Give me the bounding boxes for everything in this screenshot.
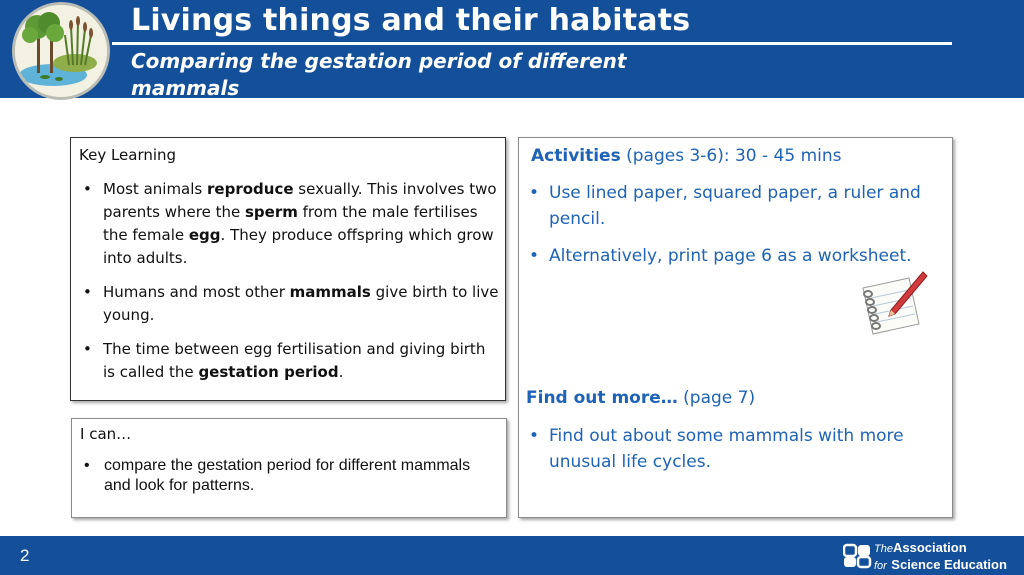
list-item: [525, 423, 945, 475]
find-out-heading-detail: (page 7): [677, 388, 756, 408]
key-term: mammals: [289, 283, 371, 301]
key-learning-text: give birth to live young.: [103, 283, 499, 324]
find-out-heading: [526, 388, 755, 408]
list-item: [79, 281, 499, 327]
header-bar: [0, 0, 1024, 98]
habitat-logo-icon: [12, 2, 110, 100]
org-line1-prefix: The: [874, 543, 893, 555]
notepad-pencil-icon: [857, 270, 929, 338]
find-out-heading-bold: Find out more…: [526, 388, 678, 408]
ase-logo-icon: [843, 541, 873, 569]
org-line1-name: Association: [892, 540, 967, 555]
page-number: 2: [20, 546, 30, 565]
bullet-icon: •: [83, 340, 92, 358]
key-learning-text: Humans and most other: [103, 283, 290, 301]
activities-heading: [531, 146, 842, 166]
key-learning-heading: Key Learning: [79, 146, 177, 164]
organisation-name: [874, 540, 1007, 574]
key-term: gestation period: [198, 363, 339, 381]
bullet-icon: •: [83, 180, 92, 198]
activity-item-text: Alternatively, print page 6 as a worksheet.: [549, 246, 912, 266]
activities-heading-bold: Activities: [531, 146, 621, 166]
i-can-item-text: compare the gestation period for different mammals and look for patterns.: [104, 457, 471, 494]
bullet-icon: •: [529, 246, 540, 266]
i-can-box: [71, 418, 507, 518]
footer-bar: [0, 536, 1024, 575]
activities-heading-detail: (pages 3-6): 30 - 45 mins: [620, 146, 842, 166]
org-line2-prefix: for: [874, 560, 887, 572]
find-out-list: [525, 423, 945, 475]
key-term: sperm: [244, 203, 298, 221]
header-divider: [112, 42, 952, 45]
bullet-icon: •: [84, 457, 90, 474]
bullet-icon: •: [83, 283, 92, 301]
key-learning-text: sexually. This involves two parents where the: [103, 180, 497, 221]
list-item: [79, 338, 499, 384]
key-term: egg: [188, 226, 221, 244]
page-subtitle: Comparing the gestation period of different mammals: [131, 49, 627, 100]
i-can-list: [80, 456, 500, 496]
list-item: [79, 178, 499, 270]
list-item: [525, 180, 945, 232]
bullet-icon: •: [529, 183, 540, 203]
key-learning-text: .: [338, 363, 344, 381]
key-learning-text: . They produce offspring which grow into adults.: [103, 226, 494, 267]
org-line2-name: Science Education: [891, 557, 1007, 572]
bullet-icon: •: [529, 426, 540, 446]
key-learning-text: from the male fertilises the female: [103, 203, 478, 244]
i-can-heading: I can…: [80, 425, 132, 443]
key-learning-box: [70, 137, 506, 401]
find-out-item-text: Find out about some mammals with more unusual life cycles.: [549, 426, 904, 472]
list-item: [80, 456, 500, 496]
page-title: Livings things and their habitats: [131, 3, 691, 38]
activities-list: [525, 180, 945, 280]
activity-item-text: Use lined paper, squared paper, a ruler and pencil.: [549, 183, 921, 229]
list-item: [525, 243, 945, 269]
key-learning-list: [79, 178, 499, 395]
key-learning-text: Most animals: [103, 180, 208, 198]
key-term: reproduce: [207, 180, 294, 198]
activities-box: [518, 137, 953, 518]
key-learning-text: The time between egg fertilisation and giving birth is called the: [103, 340, 486, 381]
